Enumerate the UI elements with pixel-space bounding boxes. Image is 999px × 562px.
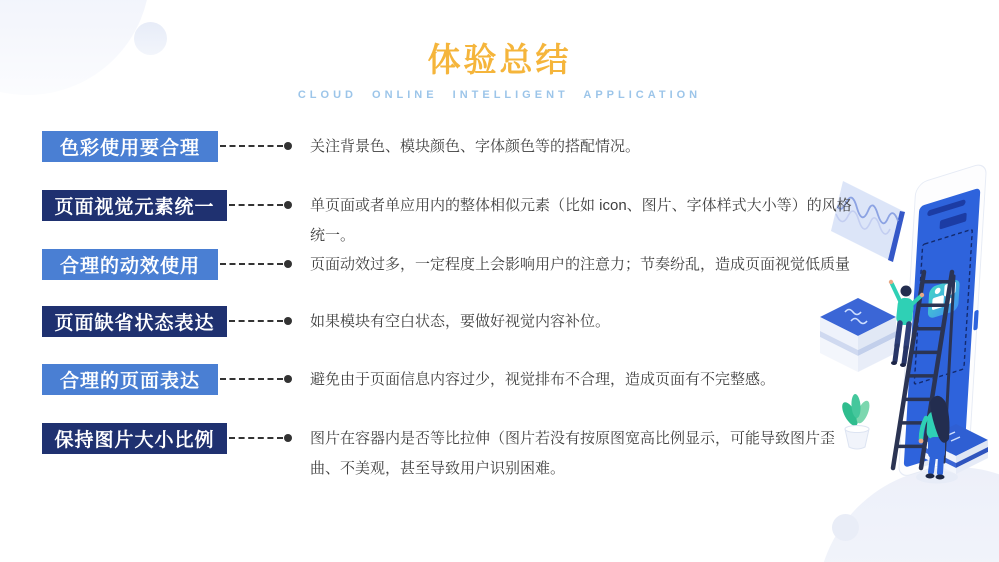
list-item: [42, 249, 860, 280]
item-label-box: [42, 190, 227, 221]
item-label-box: [42, 364, 218, 395]
item-label: 页面视觉元素统一: [54, 197, 215, 218]
list-item: [42, 131, 860, 162]
item-label: 合理的动效使用: [59, 256, 200, 277]
header: [0, 40, 999, 101]
dotted-connector: [218, 249, 292, 280]
item-description: 单页面或者单应用内的整体相似元素（比如 icon、图片、字体样式大小等）的风格统一。: [310, 197, 852, 244]
item-description: 图片在容器内是否等比拉伸（图片若没有按原图宽高比例显示，可能导致图片歪曲、不美观，甚至导致用户识别困难。: [310, 430, 836, 477]
item-description: 如果模块有空白状态，要做好视觉内容补位。: [310, 313, 611, 330]
item-description: 关注背景色、模块颜色、字体颜色等的搭配情况。: [310, 138, 641, 155]
item-label: 页面缺省状态表达: [54, 313, 215, 334]
dotted-connector: [227, 423, 292, 454]
item-label-box: [42, 306, 227, 337]
item-label-box: [42, 131, 218, 162]
dotted-connector: [227, 306, 292, 337]
list-item: [42, 190, 860, 251]
page-title: 体验总结: [427, 41, 572, 78]
dotted-connector: [218, 131, 292, 162]
list-item: [42, 423, 860, 484]
item-description: 页面动效过多，一定程度上会影响用户的注意力；节奏纷乱，造成页面视觉低质量: [310, 256, 851, 273]
dotted-connector: [218, 364, 292, 395]
item-label: 色彩使用要合理: [59, 138, 200, 159]
item-label: 保持图片大小比例: [54, 430, 215, 451]
item-label-box: [42, 249, 218, 280]
item-label-box: [42, 423, 227, 454]
list-item: [42, 306, 860, 337]
item-description: 避免由于页面信息内容过少，视觉排布不合理，造成页面有不完整感。: [310, 371, 776, 388]
page-subtitle: CLOUD ONLINE INTELLIGENT APPLICATION: [297, 89, 702, 101]
list-item: [42, 364, 860, 395]
item-label: 合理的页面表达: [59, 371, 200, 392]
dotted-connector: [227, 190, 292, 221]
